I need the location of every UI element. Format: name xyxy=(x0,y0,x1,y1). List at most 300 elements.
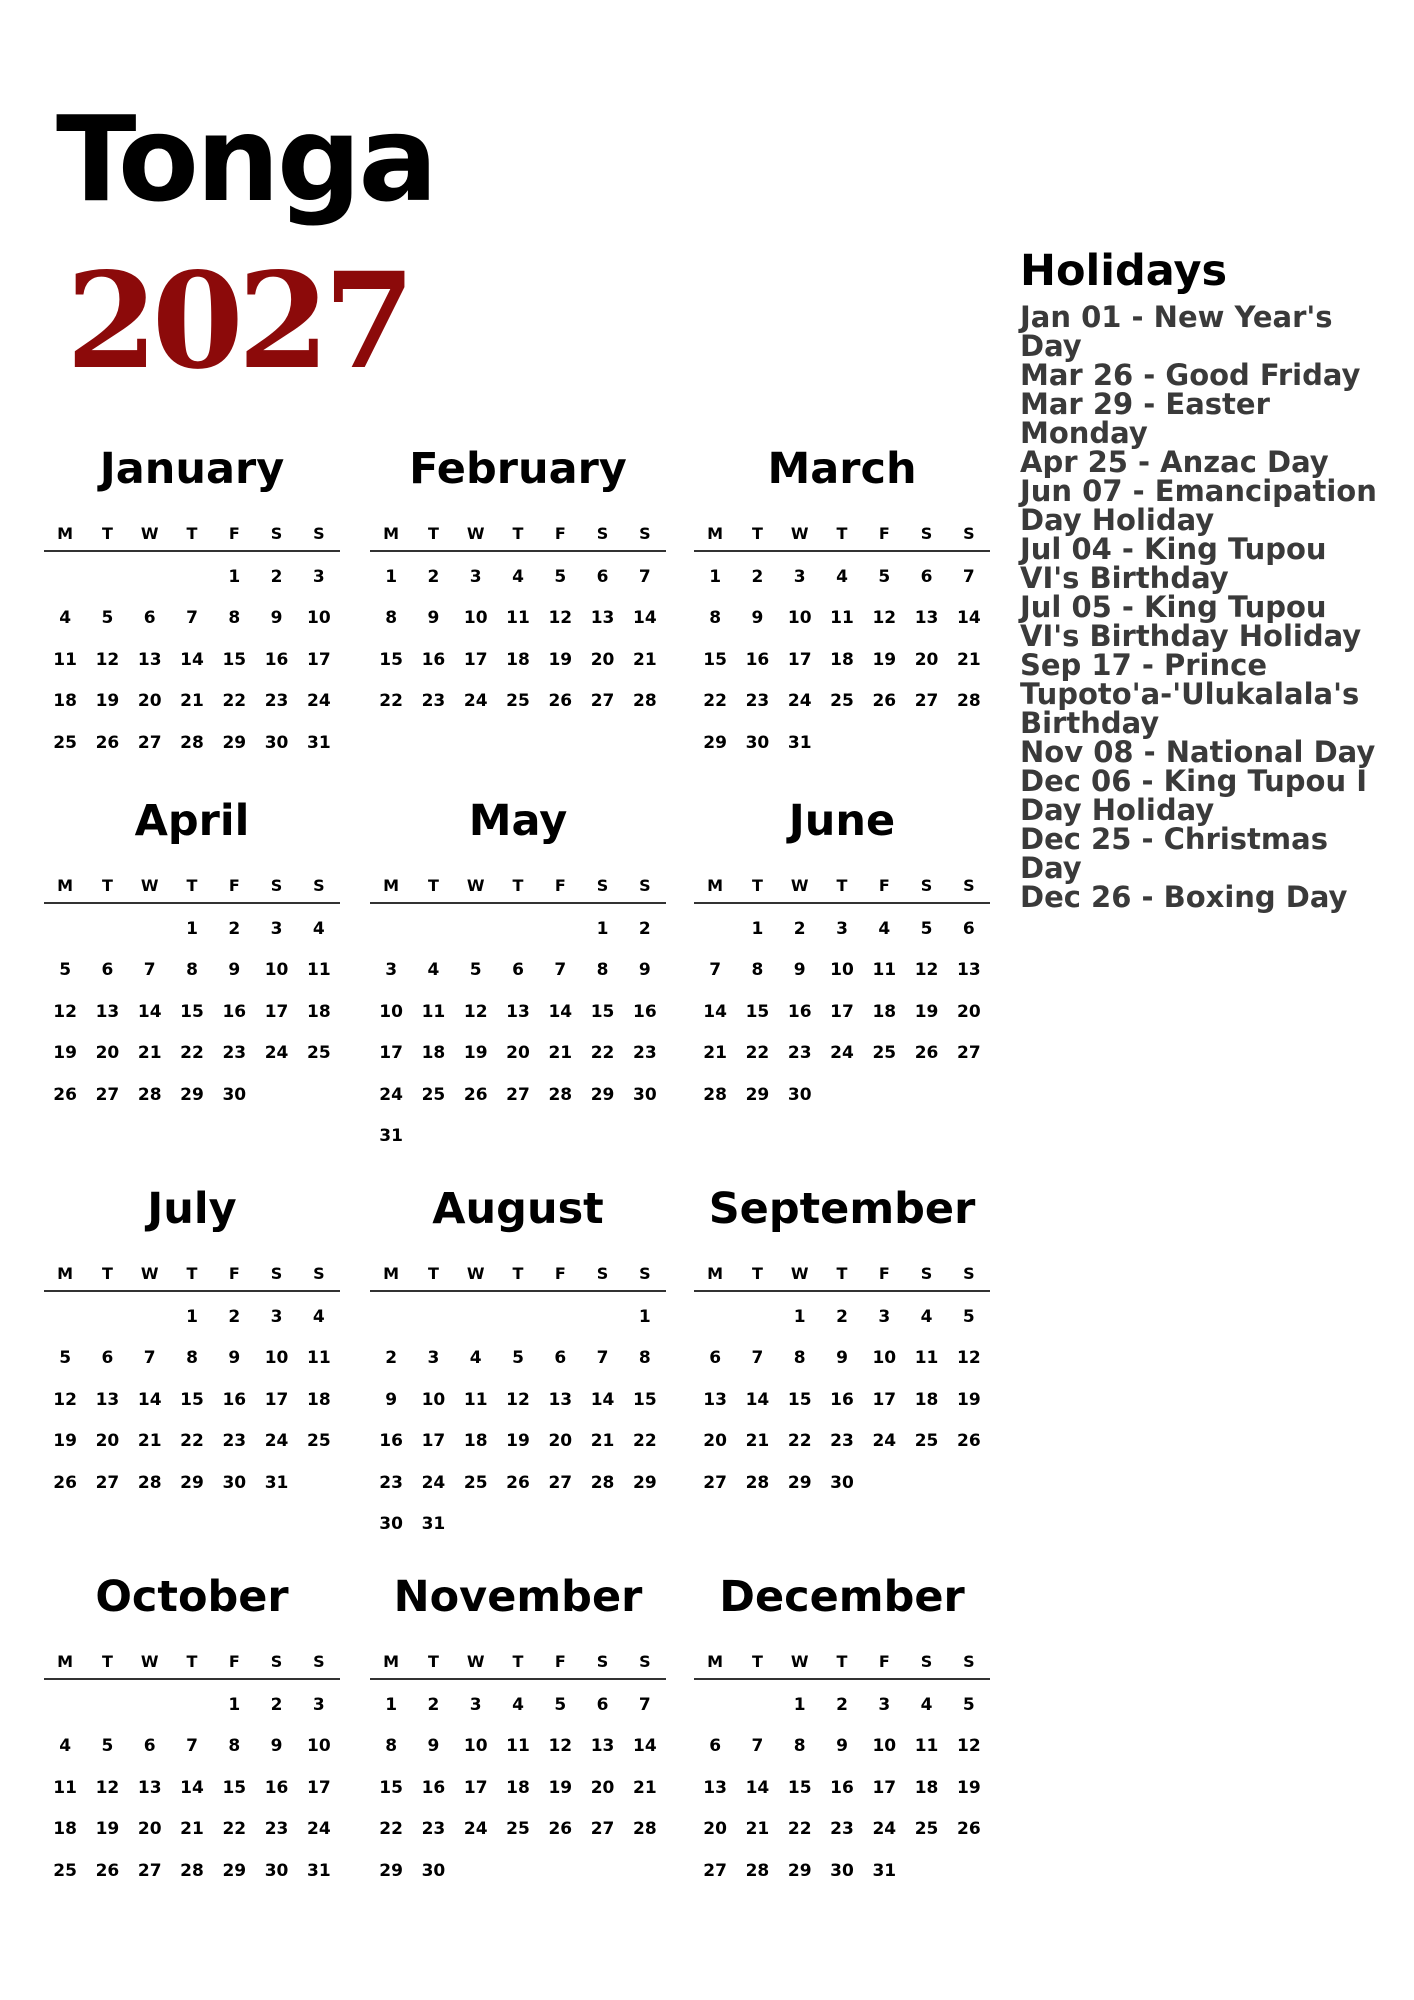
month-name: May xyxy=(468,796,568,846)
day-cell: 2 xyxy=(793,918,806,939)
day-cell: 18 xyxy=(914,1777,939,1798)
day-cell: 16 xyxy=(379,1431,403,1452)
weekday-label: S xyxy=(920,1651,933,1671)
day-cell: 14 xyxy=(633,1736,657,1757)
day-cell: 14 xyxy=(745,1777,770,1798)
day-cell: 19 xyxy=(53,1043,77,1064)
day-cell: 5 xyxy=(962,1694,975,1715)
day-cell: 30 xyxy=(830,1860,854,1881)
weekday-label: T xyxy=(186,875,198,895)
day-cell: 16 xyxy=(830,1777,854,1798)
day-cell: 4 xyxy=(427,960,440,981)
country-title: Tonga xyxy=(56,90,435,228)
day-cell: 24 xyxy=(264,1431,289,1452)
day-cell: 6 xyxy=(596,566,609,587)
month-april xyxy=(44,796,340,1116)
day-cell: 17 xyxy=(264,1389,289,1410)
month-name: July xyxy=(147,1184,237,1234)
empty-day-cell xyxy=(370,1296,412,1338)
weekday-label: S xyxy=(963,1263,975,1283)
day-cell: 5 xyxy=(962,1306,975,1327)
day-cell: 2 xyxy=(228,918,241,939)
day-cell: 3 xyxy=(836,918,848,939)
month-name: November xyxy=(393,1572,643,1622)
day-cell: 5 xyxy=(469,960,482,981)
day-cell: 30 xyxy=(222,1084,247,1105)
weekday-label: S xyxy=(270,1263,283,1283)
weekday-label: S xyxy=(313,875,325,895)
day-cell: 9 xyxy=(228,960,241,981)
day-cell: 15 xyxy=(379,649,403,670)
day-cell: 30 xyxy=(830,1472,854,1493)
day-cell: 22 xyxy=(590,1043,615,1064)
holiday-item: Dec 25 - Christmas Day xyxy=(1020,822,1328,885)
day-cell: 6 xyxy=(512,960,524,981)
day-cell: 10 xyxy=(379,1001,403,1022)
day-cell: 3 xyxy=(878,1694,891,1715)
day-cell: 18 xyxy=(53,691,77,712)
day-cell: 19 xyxy=(95,1819,120,1840)
day-grid xyxy=(694,1292,990,1504)
weekday-label: W xyxy=(466,1651,485,1671)
day-grid xyxy=(44,552,340,764)
day-cell: 15 xyxy=(745,1001,770,1022)
day-cell: 11 xyxy=(914,1736,939,1757)
day-cell: 16 xyxy=(222,1389,247,1410)
day-cell: 27 xyxy=(590,691,615,712)
day-cell: 27 xyxy=(95,1084,120,1105)
day-cell: 28 xyxy=(590,1472,615,1493)
day-cell: 5 xyxy=(554,566,567,587)
day-cell: 15 xyxy=(379,1777,403,1798)
month-may xyxy=(370,796,666,1157)
month-february xyxy=(370,444,666,722)
weekday-label: T xyxy=(751,523,763,543)
day-cell: 23 xyxy=(830,1431,854,1452)
day-cell: 6 xyxy=(554,1348,567,1369)
day-cell: 8 xyxy=(638,1348,651,1369)
day-cell: 3 xyxy=(469,566,482,587)
day-cell: 27 xyxy=(95,1472,120,1493)
day-cell: 28 xyxy=(703,1084,727,1105)
holiday-item: Jul 05 - King Tupou VI's Birthday Holiday xyxy=(1020,590,1362,653)
day-grid xyxy=(370,552,666,722)
day-cell: 5 xyxy=(554,1694,567,1715)
weekday-label: T xyxy=(427,875,439,895)
day-grid xyxy=(44,1680,340,1892)
day-cell: 4 xyxy=(312,918,325,939)
day-cell: 19 xyxy=(53,1431,77,1452)
weekday-label: W xyxy=(140,523,159,543)
day-cell: 22 xyxy=(787,1819,812,1840)
day-cell: 13 xyxy=(590,608,615,629)
day-cell: 2 xyxy=(427,566,440,587)
day-cell: 10 xyxy=(830,960,854,981)
day-cell: 7 xyxy=(186,1736,198,1757)
day-cell: 22 xyxy=(745,1043,770,1064)
day-cell: 1 xyxy=(228,566,241,587)
weekday-header xyxy=(694,516,990,552)
day-cell: 11 xyxy=(830,608,854,629)
day-cell: 23 xyxy=(222,1431,247,1452)
day-cell: 24 xyxy=(264,1043,289,1064)
day-cell: 9 xyxy=(427,1736,440,1757)
day-cell: 23 xyxy=(264,1819,289,1840)
weekday-label: F xyxy=(554,523,566,543)
day-cell: 17 xyxy=(463,1777,488,1798)
day-cell: 26 xyxy=(506,1472,530,1493)
day-cell: 11 xyxy=(53,649,77,670)
day-cell: 29 xyxy=(633,1472,657,1493)
day-cell: 16 xyxy=(264,1777,289,1798)
day-cell: 31 xyxy=(872,1860,897,1881)
day-cell: 21 xyxy=(957,649,981,670)
day-cell: 6 xyxy=(143,608,156,629)
day-cell: 25 xyxy=(506,1819,530,1840)
day-cell: 11 xyxy=(506,608,530,629)
day-cell: 17 xyxy=(872,1389,897,1410)
day-cell: 28 xyxy=(137,1084,162,1105)
day-cell: 3 xyxy=(385,960,398,981)
day-cell: 22 xyxy=(180,1043,204,1064)
day-cell: 27 xyxy=(703,1472,727,1493)
day-cell: 12 xyxy=(53,1001,77,1022)
day-cell: 14 xyxy=(180,649,204,670)
day-cell: 12 xyxy=(914,960,939,981)
day-cell: 11 xyxy=(506,1736,530,1757)
day-cell: 26 xyxy=(95,1860,120,1881)
day-cell: 14 xyxy=(633,608,657,629)
holiday-item: Sep 17 - Prince Tupoto'a-'Ulukalala's Birthday xyxy=(1020,648,1360,740)
day-cell: 20 xyxy=(548,1431,573,1452)
empty-day-cell xyxy=(370,908,412,950)
day-cell: 14 xyxy=(745,1389,770,1410)
month-august xyxy=(370,1184,666,1545)
day-cell: 30 xyxy=(787,1084,812,1105)
weekday-label: T xyxy=(186,1651,198,1671)
day-cell: 2 xyxy=(270,1694,283,1715)
day-cell: 5 xyxy=(878,566,891,587)
day-cell: 28 xyxy=(548,1084,573,1105)
day-cell: 19 xyxy=(548,649,573,670)
day-cell: 1 xyxy=(793,1694,806,1715)
day-cell: 2 xyxy=(836,1306,848,1327)
day-cell: 2 xyxy=(385,1348,398,1369)
day-cell: 13 xyxy=(137,649,162,670)
day-cell: 25 xyxy=(53,1860,77,1881)
day-cell: 12 xyxy=(95,1777,120,1798)
month-name: January xyxy=(99,444,285,494)
day-cell: 18 xyxy=(506,649,530,670)
year-title: 2027 xyxy=(66,244,410,399)
weekday-label: S xyxy=(963,875,975,895)
day-cell: 19 xyxy=(914,1001,939,1022)
day-cell: 10 xyxy=(872,1348,897,1369)
weekday-label: M xyxy=(707,1263,724,1283)
day-cell: 23 xyxy=(264,691,289,712)
weekday-label: S xyxy=(963,1651,975,1671)
day-cell: 31 xyxy=(379,1126,403,1147)
weekday-label: S xyxy=(270,523,283,543)
day-cell: 31 xyxy=(787,732,812,753)
weekday-label: F xyxy=(554,1651,566,1671)
day-cell: 26 xyxy=(957,1431,981,1452)
weekday-label: S xyxy=(596,875,609,895)
day-cell: 13 xyxy=(95,1001,120,1022)
holiday-item: Jul 04 - King Tupou VI's Birthday xyxy=(1020,532,1327,595)
day-cell: 30 xyxy=(379,1514,403,1535)
day-cell: 6 xyxy=(962,918,975,939)
day-cell: 28 xyxy=(957,691,981,712)
day-cell: 21 xyxy=(548,1043,573,1064)
day-cell: 9 xyxy=(836,1348,848,1369)
day-cell: 29 xyxy=(787,1472,812,1493)
day-cell: 4 xyxy=(512,1694,524,1715)
day-cell: 5 xyxy=(512,1348,524,1369)
day-cell: 12 xyxy=(957,1348,981,1369)
day-cell: 2 xyxy=(751,566,764,587)
day-cell: 16 xyxy=(633,1001,657,1022)
day-cell: 26 xyxy=(53,1472,77,1493)
day-cell: 10 xyxy=(307,1736,331,1757)
holiday-item: Mar 26 - Good Friday xyxy=(1020,358,1361,392)
weekday-label: T xyxy=(186,1263,198,1283)
day-cell: 14 xyxy=(957,608,981,629)
day-cell: 13 xyxy=(95,1389,120,1410)
day-cell: 7 xyxy=(638,1694,651,1715)
day-cell: 7 xyxy=(709,960,722,981)
day-cell: 29 xyxy=(180,1472,204,1493)
month-name: September xyxy=(708,1184,976,1234)
empty-day-cell xyxy=(129,1684,171,1726)
weekday-label: T xyxy=(101,1651,113,1671)
day-cell: 20 xyxy=(506,1043,530,1064)
day-cell: 1 xyxy=(228,1694,241,1715)
day-cell: 26 xyxy=(95,732,120,753)
day-cell: 17 xyxy=(307,649,331,670)
day-cell: 1 xyxy=(638,1306,651,1327)
day-cell: 6 xyxy=(709,1348,722,1369)
day-cell: 3 xyxy=(270,1306,283,1327)
day-cell: 28 xyxy=(633,691,657,712)
month-name: December xyxy=(719,1572,965,1622)
day-cell: 6 xyxy=(920,566,933,587)
day-cell: 7 xyxy=(143,960,156,981)
day-cell: 19 xyxy=(548,1777,573,1798)
day-cell: 9 xyxy=(270,608,283,629)
day-cell: 8 xyxy=(186,1348,198,1369)
day-cell: 13 xyxy=(548,1389,573,1410)
month-name: October xyxy=(95,1572,289,1622)
weekday-label: S xyxy=(920,875,933,895)
day-cell: 24 xyxy=(307,691,331,712)
day-cell: 25 xyxy=(914,1431,939,1452)
day-cell: 17 xyxy=(787,649,812,670)
day-cell: 26 xyxy=(872,691,897,712)
weekday-label: M xyxy=(383,523,400,543)
day-cell: 9 xyxy=(385,1389,398,1410)
weekday-label: S xyxy=(270,875,283,895)
day-cell: 29 xyxy=(745,1084,770,1105)
empty-day-cell xyxy=(44,908,86,950)
day-cell: 8 xyxy=(793,1348,806,1369)
day-cell: 4 xyxy=(512,566,524,587)
day-cell: 24 xyxy=(872,1431,897,1452)
day-cell: 29 xyxy=(703,732,727,753)
day-cell: 27 xyxy=(590,1819,615,1840)
day-cell: 12 xyxy=(548,608,573,629)
day-cell: 13 xyxy=(703,1777,727,1798)
day-cell: 24 xyxy=(872,1819,897,1840)
day-cell: 27 xyxy=(957,1043,981,1064)
day-cell: 8 xyxy=(596,960,609,981)
day-cell: 4 xyxy=(920,1694,933,1715)
day-cell: 18 xyxy=(463,1431,488,1452)
weekday-header xyxy=(370,1256,666,1292)
empty-day-cell xyxy=(86,1296,128,1338)
day-cell: 9 xyxy=(638,960,651,981)
day-cell: 4 xyxy=(59,608,72,629)
day-cell: 5 xyxy=(59,1348,72,1369)
day-cell: 28 xyxy=(180,1860,204,1881)
holidays-panel xyxy=(1020,246,1392,914)
day-cell: 21 xyxy=(137,1431,162,1452)
day-cell: 18 xyxy=(830,649,854,670)
weekday-label: S xyxy=(313,1651,325,1671)
day-cell: 18 xyxy=(421,1043,446,1064)
day-cell: 30 xyxy=(264,732,289,753)
day-cell: 4 xyxy=(469,1348,482,1369)
weekday-label: M xyxy=(57,1263,74,1283)
holiday-item: Jun 07 - Emancipation Day Holiday xyxy=(1020,474,1377,537)
day-cell: 29 xyxy=(590,1084,615,1105)
day-cell: 17 xyxy=(379,1043,403,1064)
weekday-label: S xyxy=(596,1651,609,1671)
day-cell: 25 xyxy=(53,732,77,753)
weekday-label: S xyxy=(313,523,325,543)
day-cell: 4 xyxy=(312,1306,325,1327)
day-cell: 5 xyxy=(101,1736,114,1757)
weekday-label: T xyxy=(836,875,848,895)
day-cell: 30 xyxy=(222,1472,247,1493)
empty-day-cell xyxy=(44,1684,86,1726)
day-cell: 6 xyxy=(709,1736,722,1757)
day-cell: 20 xyxy=(95,1043,120,1064)
day-cell: 23 xyxy=(830,1819,854,1840)
empty-day-cell xyxy=(412,1296,454,1338)
day-cell: 4 xyxy=(59,1736,72,1757)
day-cell: 22 xyxy=(379,691,403,712)
holidays-heading: Holidays xyxy=(1020,246,1228,296)
day-cell: 22 xyxy=(222,691,247,712)
day-cell: 12 xyxy=(463,1001,488,1022)
day-cell: 18 xyxy=(307,1001,331,1022)
day-cell: 12 xyxy=(872,608,897,629)
day-cell: 2 xyxy=(270,566,283,587)
weekday-label: M xyxy=(383,875,400,895)
day-cell: 7 xyxy=(751,1736,764,1757)
day-cell: 18 xyxy=(506,1777,530,1798)
day-cell: 8 xyxy=(385,608,398,629)
day-cell: 19 xyxy=(95,691,120,712)
day-cell: 26 xyxy=(463,1084,488,1105)
weekday-label: S xyxy=(639,1651,651,1671)
day-cell: 8 xyxy=(751,960,764,981)
day-cell: 7 xyxy=(962,566,975,587)
day-cell: 15 xyxy=(222,1777,247,1798)
day-cell: 1 xyxy=(186,918,198,939)
day-grid xyxy=(694,552,990,764)
month-name: April xyxy=(134,796,250,846)
day-cell: 17 xyxy=(830,1001,854,1022)
holiday-item: Nov 08 - National Day xyxy=(1020,735,1376,769)
day-cell: 30 xyxy=(745,732,770,753)
weekday-header xyxy=(44,516,340,552)
day-cell: 28 xyxy=(137,1472,162,1493)
day-cell: 21 xyxy=(633,1777,657,1798)
day-cell: 21 xyxy=(703,1043,727,1064)
weekday-label: M xyxy=(383,1651,400,1671)
day-cell: 8 xyxy=(228,1736,241,1757)
day-cell: 12 xyxy=(957,1736,981,1757)
day-cell: 17 xyxy=(264,1001,289,1022)
day-cell: 16 xyxy=(830,1389,854,1410)
day-cell: 1 xyxy=(385,1694,398,1715)
day-cell: 22 xyxy=(379,1819,403,1840)
empty-day-cell xyxy=(694,1684,736,1726)
day-cell: 22 xyxy=(703,691,727,712)
weekday-label: S xyxy=(596,1263,609,1283)
empty-day-cell xyxy=(581,1296,623,1338)
day-cell: 31 xyxy=(421,1514,446,1535)
day-grid xyxy=(694,904,990,1116)
day-cell: 9 xyxy=(270,1736,283,1757)
day-cell: 22 xyxy=(787,1431,812,1452)
month-july xyxy=(44,1184,340,1504)
empty-day-cell xyxy=(171,1684,213,1726)
weekday-label: S xyxy=(596,523,609,543)
weekday-label: S xyxy=(920,1263,933,1283)
weekday-label: F xyxy=(878,1263,890,1283)
day-cell: 24 xyxy=(421,1472,446,1493)
day-cell: 23 xyxy=(222,1043,247,1064)
empty-day-cell xyxy=(412,908,454,950)
day-cell: 27 xyxy=(506,1084,530,1105)
empty-day-cell xyxy=(539,1296,581,1338)
day-cell: 3 xyxy=(469,1694,482,1715)
day-cell: 5 xyxy=(59,960,72,981)
weekday-label: S xyxy=(313,1263,325,1283)
day-cell: 15 xyxy=(222,649,247,670)
day-cell: 20 xyxy=(703,1819,727,1840)
month-name: February xyxy=(409,444,627,494)
day-cell: 3 xyxy=(793,566,806,587)
day-cell: 22 xyxy=(222,1819,247,1840)
day-cell: 10 xyxy=(421,1389,446,1410)
day-cell: 13 xyxy=(703,1389,727,1410)
weekday-label: S xyxy=(639,523,651,543)
day-cell: 7 xyxy=(554,960,567,981)
day-cell: 23 xyxy=(421,1819,446,1840)
month-name: March xyxy=(767,444,917,494)
weekday-label: T xyxy=(427,523,439,543)
day-cell: 20 xyxy=(703,1431,727,1452)
weekday-label: M xyxy=(57,875,74,895)
day-grid xyxy=(44,1292,340,1504)
weekday-label: T xyxy=(512,875,524,895)
day-cell: 7 xyxy=(143,1348,156,1369)
empty-day-cell xyxy=(736,1684,778,1726)
